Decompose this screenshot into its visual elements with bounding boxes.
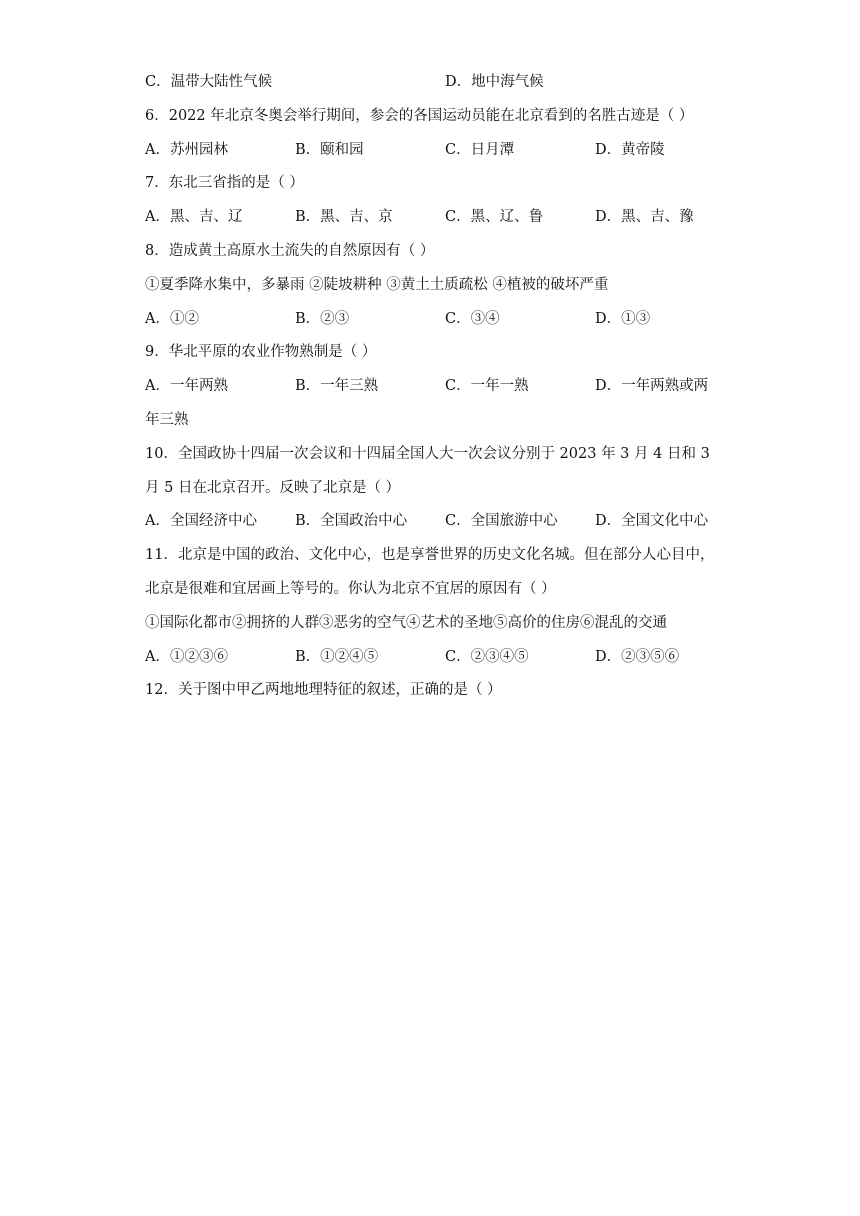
q8-option-a: A．①② bbox=[145, 311, 199, 327]
q8-items: ①夏季降水集中，多暴雨 ②陡坡耕种 ③黄土土质疏松 ④植被的破坏严重 bbox=[145, 277, 609, 293]
q9-stem: 9．华北平原的农业作物熟制是（ ） bbox=[145, 344, 377, 360]
q11-items: ①国际化都市②拥挤的人群③恶劣的空气④艺术的圣地⑤高价的住房⑥混乱的交通 bbox=[145, 615, 667, 631]
q7-option-d: D．黑、吉、豫 bbox=[595, 209, 694, 225]
q11-stem-line-2: 北京是很难和宜居画上等号的。你认为北京不宜居的原因有（ ） bbox=[145, 581, 556, 597]
q5-option-d: D．地中海气候 bbox=[445, 74, 544, 90]
q5-option-c: C．温带大陆性气候 bbox=[145, 74, 273, 90]
q8-option-c: C．③④ bbox=[445, 311, 500, 327]
q8-stem: 8．造成黄土高原水土流失的自然原因有（ ） bbox=[145, 243, 435, 259]
q10-option-d: D．全国文化中心 bbox=[595, 513, 709, 529]
q10-stem-line-2: 月 5 日在北京召开。反映了北京是（ ） bbox=[145, 480, 401, 496]
q6-option-b: B．颐和园 bbox=[295, 142, 364, 158]
q11-option-b: B．①②④⑤ bbox=[295, 649, 379, 665]
q10-stem-line-1: 10．全国政协十四届一次会议和十四届全国人大一次会议分别于 2023 年 3 月 4 日和 3 bbox=[145, 446, 710, 462]
q9-option-d-continued: 年三熟 bbox=[145, 412, 189, 428]
q6-option-c: C．日月潭 bbox=[445, 142, 515, 158]
q11-option-c: C．②③④⑤ bbox=[445, 649, 529, 665]
q11-option-d: D．②③⑤⑥ bbox=[595, 649, 680, 665]
q11-option-a: A．①②③⑥ bbox=[145, 649, 228, 665]
q6-option-a: A．苏州园林 bbox=[145, 142, 228, 158]
q10-option-c: C．全国旅游中心 bbox=[445, 513, 558, 529]
q7-stem: 7．东北三省指的是（ ） bbox=[145, 175, 304, 191]
q6-stem: 6．2022 年北京冬奥会举行期间，参会的各国运动员能在北京看到的名胜古迹是（ ） bbox=[145, 108, 694, 124]
q9-option-d: D．一年两熟或两 bbox=[595, 378, 709, 394]
q6-option-d: D．黄帝陵 bbox=[595, 142, 665, 158]
q7-option-c: C．黑、辽、鲁 bbox=[445, 209, 544, 225]
q11-stem-line-1: 11．北京是中国的政治、文化中心，也是享誉世界的历史文化名城。但在部分人心目中， bbox=[145, 547, 715, 563]
q12-stem: 12．关于图中甲乙两地地理特征的叙述，正确的是（ ） bbox=[145, 682, 502, 698]
q8-option-d: D．①③ bbox=[595, 311, 651, 327]
q9-option-c: C．一年一熟 bbox=[445, 378, 529, 394]
q9-option-a: A．一年两熟 bbox=[145, 378, 228, 394]
q9-option-b: B．一年三熟 bbox=[295, 378, 379, 394]
q7-option-a: A．黑、吉、辽 bbox=[145, 209, 243, 225]
q10-option-a: A．全国经济中心 bbox=[145, 513, 257, 529]
q10-option-b: B．全国政治中心 bbox=[295, 513, 408, 529]
q7-option-b: B．黑、吉、京 bbox=[295, 209, 393, 225]
q8-option-b: B．②③ bbox=[295, 311, 350, 327]
